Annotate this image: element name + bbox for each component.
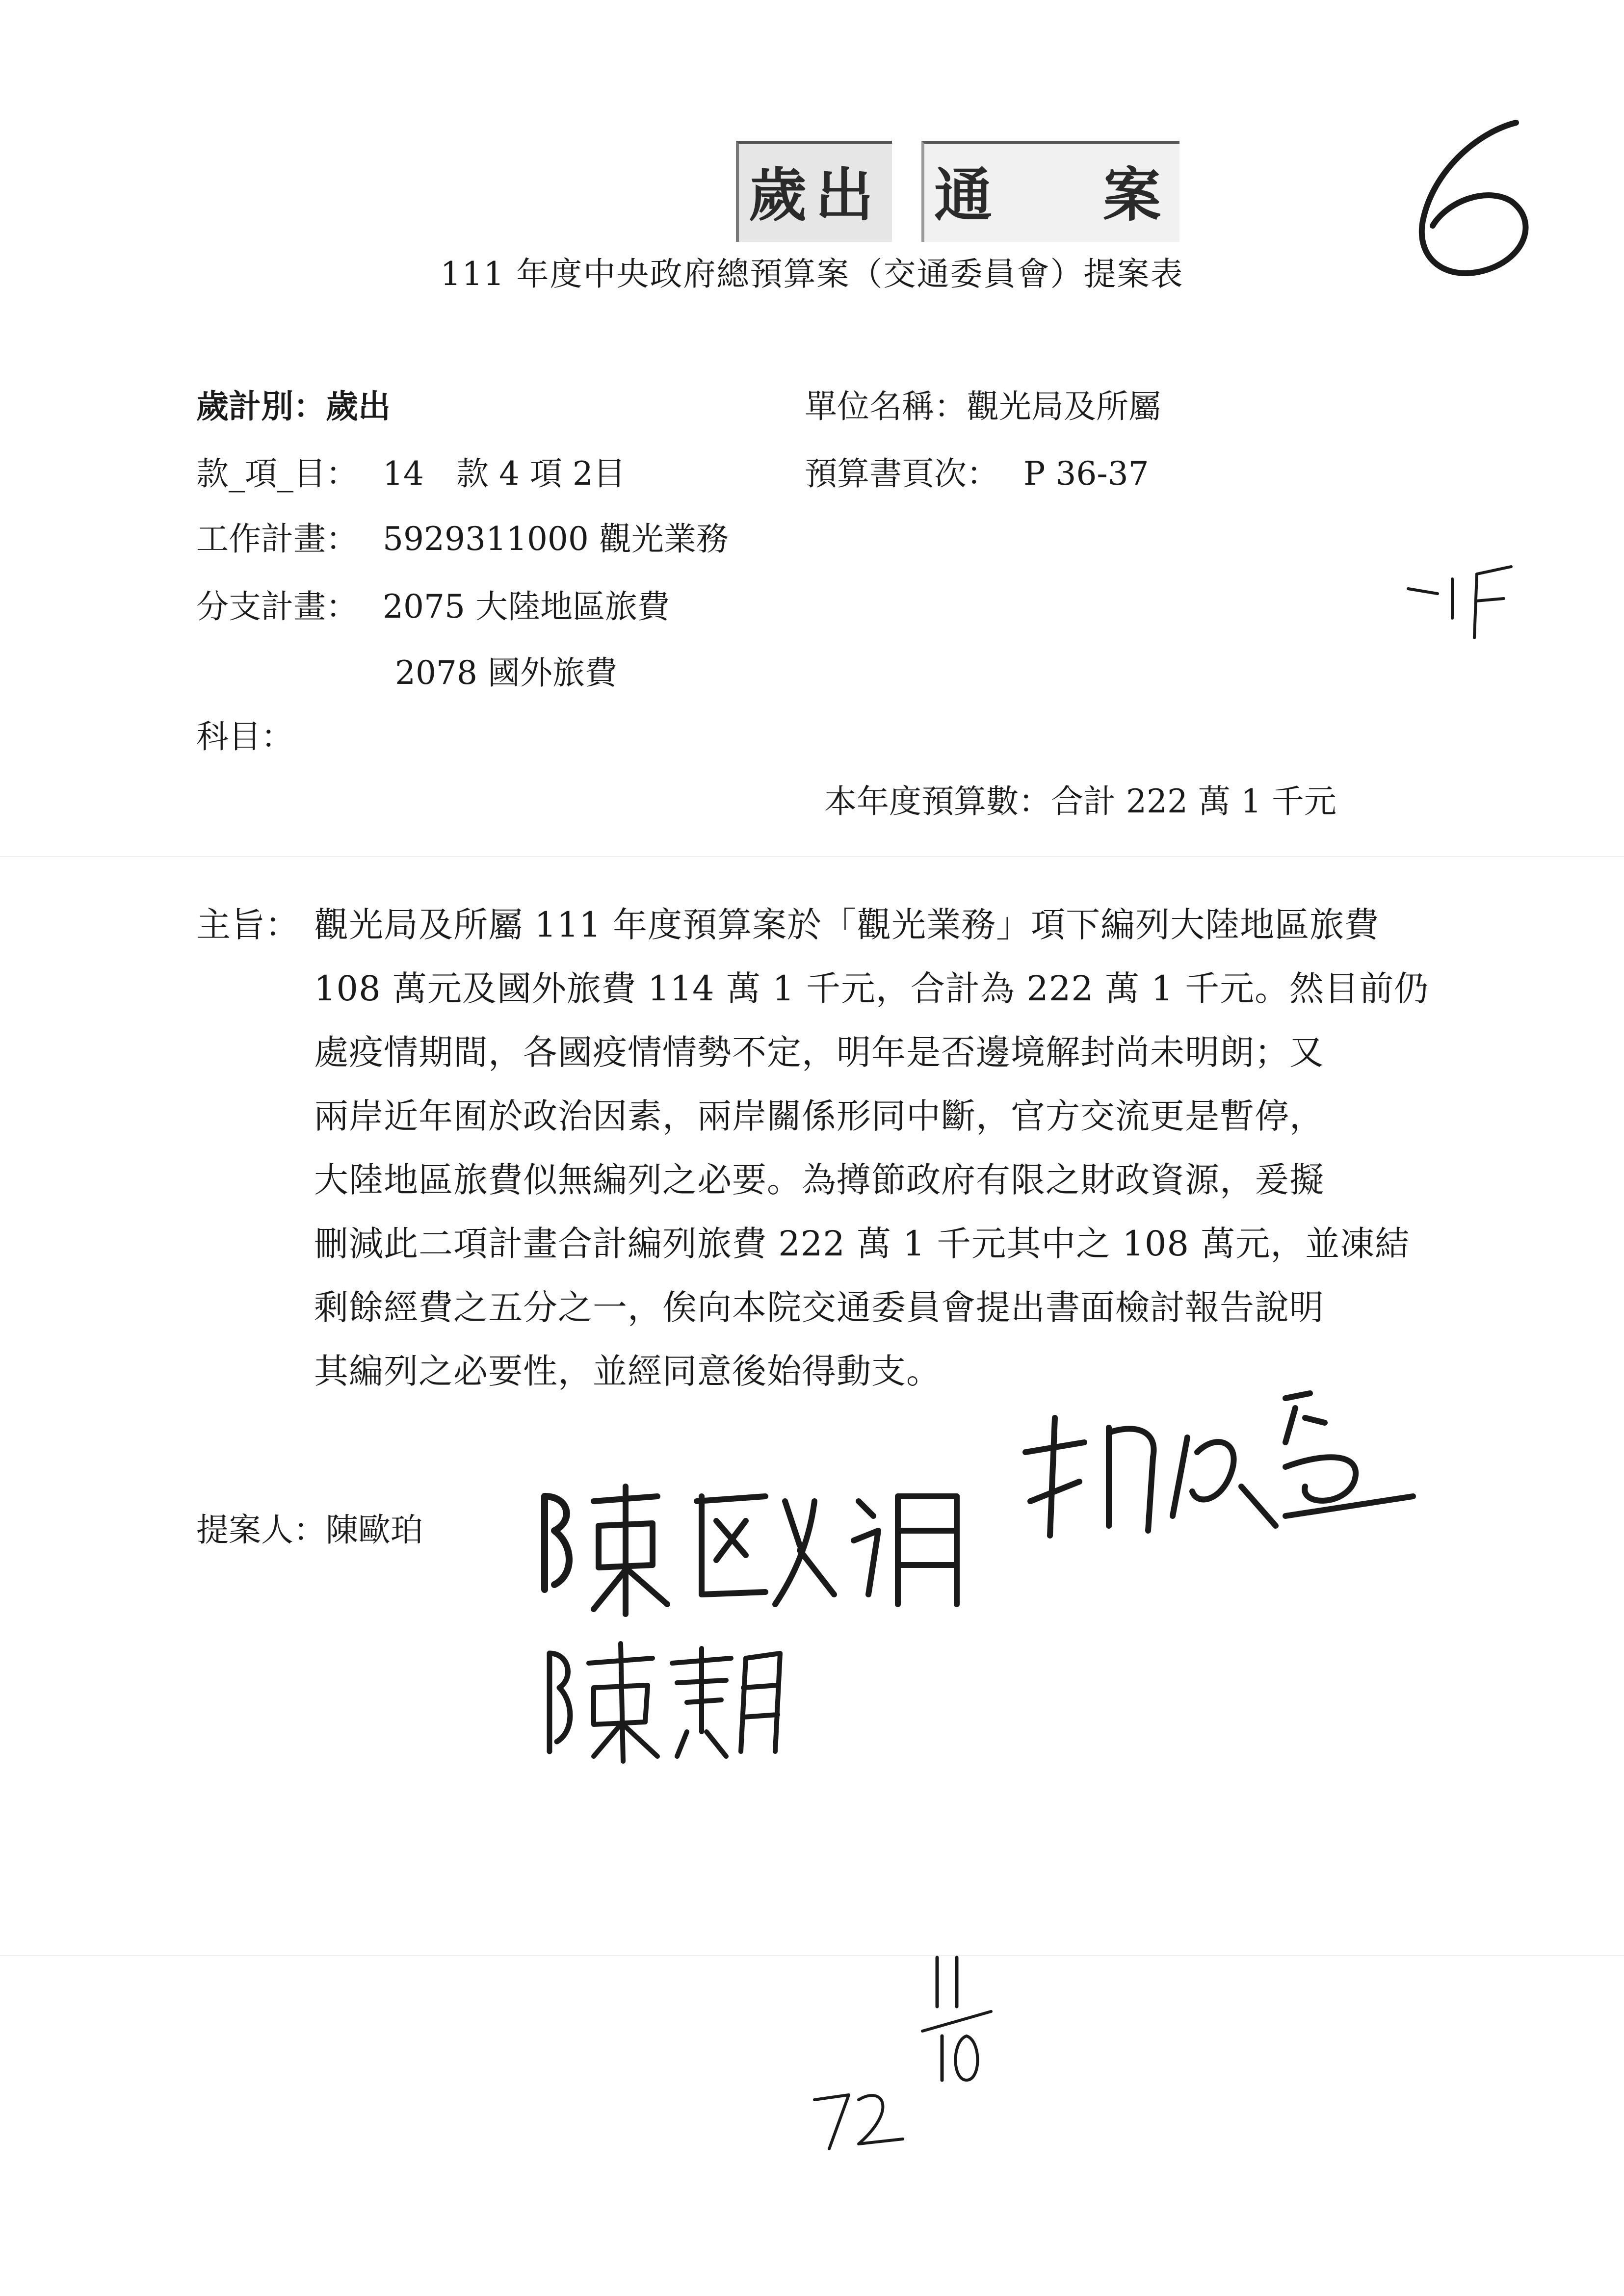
subject-line: 108 萬元及國外旅費 114 萬 1 千元，合計為 222 萬 1 千元。然目前仍 [314,968,1429,1009]
subject-line: 其編列之必要性，並經同意後始得動支。 [314,1351,941,1391]
proposer-label: 提案人： [196,1511,326,1549]
scan-artifact-line [0,856,1624,857]
signature-3 [540,1634,785,1766]
subplan-row [196,580,670,627]
proposer-row [196,1504,423,1550]
page-ref-row [805,447,1149,494]
signature-1 [535,1467,976,1624]
stamp-pass-char1: 通 [934,161,1001,229]
subplan-2: 2078 國外旅費 [395,654,617,692]
budget-type-label: 歲計別： [196,387,326,425]
plan-value: 5929311000 觀光業務 [383,520,729,558]
plan-row [196,513,729,559]
budget-type-value: 歲出 [326,387,391,425]
budget-total: 本年度預算數：合計 222 萬 1 千元 [824,783,1336,820]
subject-line: 刪減此二項計畫合計編列旅費 222 萬 1 千元其中之 108 萬元，並凍結 [314,1224,1410,1264]
subject-line: 處疫情期間，各國疫情情勢不定，明年是否邊境解封尚未明朗；又 [314,1032,1324,1072]
stamp-pass-char2: 案 [1103,161,1170,229]
stamp-budget-type: 歲出 [736,141,892,242]
page-title: 111 年度中央政府總預算案（交通委員會）提案表 [440,255,1184,293]
proposer-name: 陳歐珀 [326,1511,423,1549]
stamp-pass [921,141,1179,242]
subject-account-label: 科目： [196,718,293,756]
signature-2 [1011,1388,1423,1550]
item-label: 款_項_目： [196,455,358,493]
subject-line: 觀光局及所屬 111 年度預算案於「觀光業務」項下編列大陸地區旅費 [314,905,1380,945]
item-value: 14 款 4 項 2目 [383,455,626,493]
subject-line: 兩岸近年囿於政治因素，兩岸關係形同中斷，官方交流更是暫停， [314,1096,1324,1136]
unit-row [805,380,1161,427]
plan-label: 工作計畫： [196,520,358,558]
approval-stamp [736,142,1179,240]
subject-label: 主旨： [196,905,299,945]
subject-line: 剩餘經費之五分之一，俟向本院交通委員會提出書面檢討報告說明 [314,1287,1324,1328]
unit-label: 單位名稱： [805,388,967,425]
unit-value: 觀光局及所屬 [967,388,1161,425]
page-ref-label: 預算書頁次： [805,455,999,493]
page-ref-value: P 36-37 [1023,455,1149,493]
subject-line: 大陸地區旅費似無編列之必要。為撙節政府有限之財政資源，爰擬 [314,1160,1324,1200]
item-row [196,447,626,494]
budget-type-row [196,380,391,427]
subplan-label: 分支計畫： [196,588,358,626]
handwritten-date-note [805,1953,1011,2159]
handwritten-margin-mark [1403,545,1521,643]
subplan-1: 2075 大陸地區旅費 [383,588,670,626]
